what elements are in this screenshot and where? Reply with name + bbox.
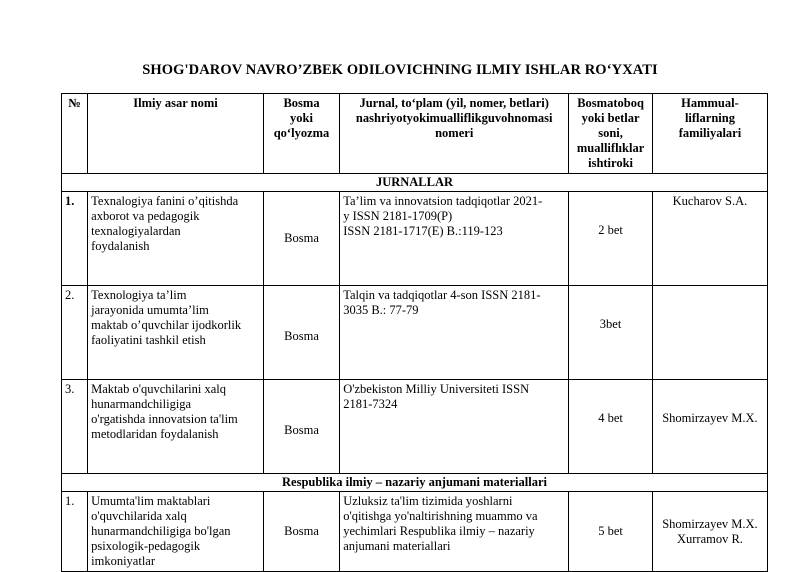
row-title-line: metodlaridan foydalanish [91,427,219,441]
row-author: Shomirzayev M.X. [662,411,758,425]
row-journal-line: y ISSN 2181-1709(P) [343,209,453,223]
row-title-line: imkoniyatlar [91,554,156,568]
header-pages-line: ishtiroki [588,156,634,170]
row-journal-line: Talqin va tadqiqotlar 4-son ISSN 2181- [343,288,541,302]
table-row [62,192,768,286]
row-journal-line: Ta’lim va innovatsion tadqiqotlar 2021- [343,194,543,208]
row-authors [652,380,767,474]
header-pages-line: soni, [598,126,623,140]
row-num: 2. [62,286,88,380]
row-title-line: o'rgatishda innovatsion ta'lim [91,412,238,426]
row-journal-line: Uzluksiz ta'lim tizimida yoshlarni [343,494,513,508]
row-title-line: faoliyatini tashkil etish [91,333,206,347]
row-journal-line: 3035 B.: 77-79 [343,303,419,317]
header-journal-line: Jurnal, to‘plam (yil, nomer, betlari) [359,96,549,110]
header-pages-line: Bosmatoboq [577,96,644,110]
header-type-line: yoki [290,111,313,125]
row-num: 1. [62,192,88,286]
row-author: Kucharov S.A. [672,194,748,208]
row-authors [652,286,767,380]
page-title: SHOG'DAROV NAVRO’ZBEK ODILOVICHNING ILMIY ISHLAR RO‘YXATI [142,62,658,78]
row-journal-line: o'qitishga yo'naltirishning muammo va [343,509,538,523]
row-title [88,192,264,286]
section-row [62,174,768,192]
header-num: № [62,94,88,174]
row-authors [652,192,767,286]
header-type-line: Bosma [283,96,320,110]
row-title-line: texnalogiyalardan [91,224,181,238]
row-pages: 2 bet [569,192,653,286]
row-journal-line: yechimlari Respublika ilmiy – nazariy [343,524,535,538]
table-row [62,492,768,572]
table-row [62,286,768,380]
row-pages: 3bet [569,286,653,380]
row-journal-line: ISSN 2181-1717(E) B.:119-123 [343,224,503,238]
row-title-line: o'quvchilarida xalq [91,509,187,523]
row-journal [340,286,569,380]
header-authors-line: Hammual- [681,96,739,110]
row-journal-line: O'zbekiston Milliy Universiteti ISSN [343,382,530,396]
header-authors-line: liflarning [684,111,735,125]
row-title-line: psixologik-pedagogik [91,539,201,553]
row-title [88,380,264,474]
row-title-line: jarayonida umumta’lim [91,303,209,317]
row-title [88,286,264,380]
row-type: Bosma [263,380,339,474]
row-title-line: foydalanish [91,239,150,253]
header-name: Ilmiy asar nomi [88,94,264,174]
header-row [62,94,768,174]
table-row [62,380,768,474]
row-title-line: hunarmandchiligiga [91,397,192,411]
header-journal-line: nashriyotyokimualliflikguvohnomasi [355,111,553,125]
row-title-line: Texnalogiya fanini o’qitishda [91,194,239,208]
row-title-line: maktab o’quvchilar ijodkorlik [91,318,242,332]
row-type: Bosma [263,286,339,380]
section-row [62,474,768,492]
row-type: Bosma [263,192,339,286]
row-journal [340,192,569,286]
header-pages-line: yoki betlar [581,111,640,125]
row-author: Shomirzayev M.X. [662,516,758,531]
section-title: JURNALLAR [62,174,768,192]
header-authors-line: familiyalari [678,126,742,140]
row-authors [652,492,767,572]
header-pages [569,94,653,174]
row-num: 1. [62,492,88,572]
header-type-line: qo‘lyozma [273,126,330,140]
row-pages: 4 bet [569,380,653,474]
row-title-line: axborot va pedagogik [91,209,200,223]
row-author: Xurramov R. [676,531,743,546]
row-journal [340,492,569,572]
row-type: Bosma [263,492,339,572]
row-journal [340,380,569,474]
row-journal-line: 2181-7324 [343,397,398,411]
section-title: Respublika ilmiy – nazariy anjumani materiallari [62,474,768,492]
row-title [88,492,264,572]
row-journal-line: anjumani materiallari [343,539,451,553]
header-type [263,94,339,174]
header-journal-line: nomeri [435,126,474,140]
row-title-line: hunarmandchiligiga bo'lgan [91,524,231,538]
row-pages: 5 bet [569,492,653,572]
row-title-line: Maktab o'quvchilarini xalq [91,382,226,396]
header-pages-line: mualliflıklar [576,141,645,155]
row-title-line: Umumta'lim maktablari [91,494,211,508]
header-authors [652,94,767,174]
header-journal [340,94,569,174]
row-title-line: Texnologiya ta’lim [91,288,187,302]
row-num: 3. [62,380,88,474]
publications-table [61,93,768,572]
